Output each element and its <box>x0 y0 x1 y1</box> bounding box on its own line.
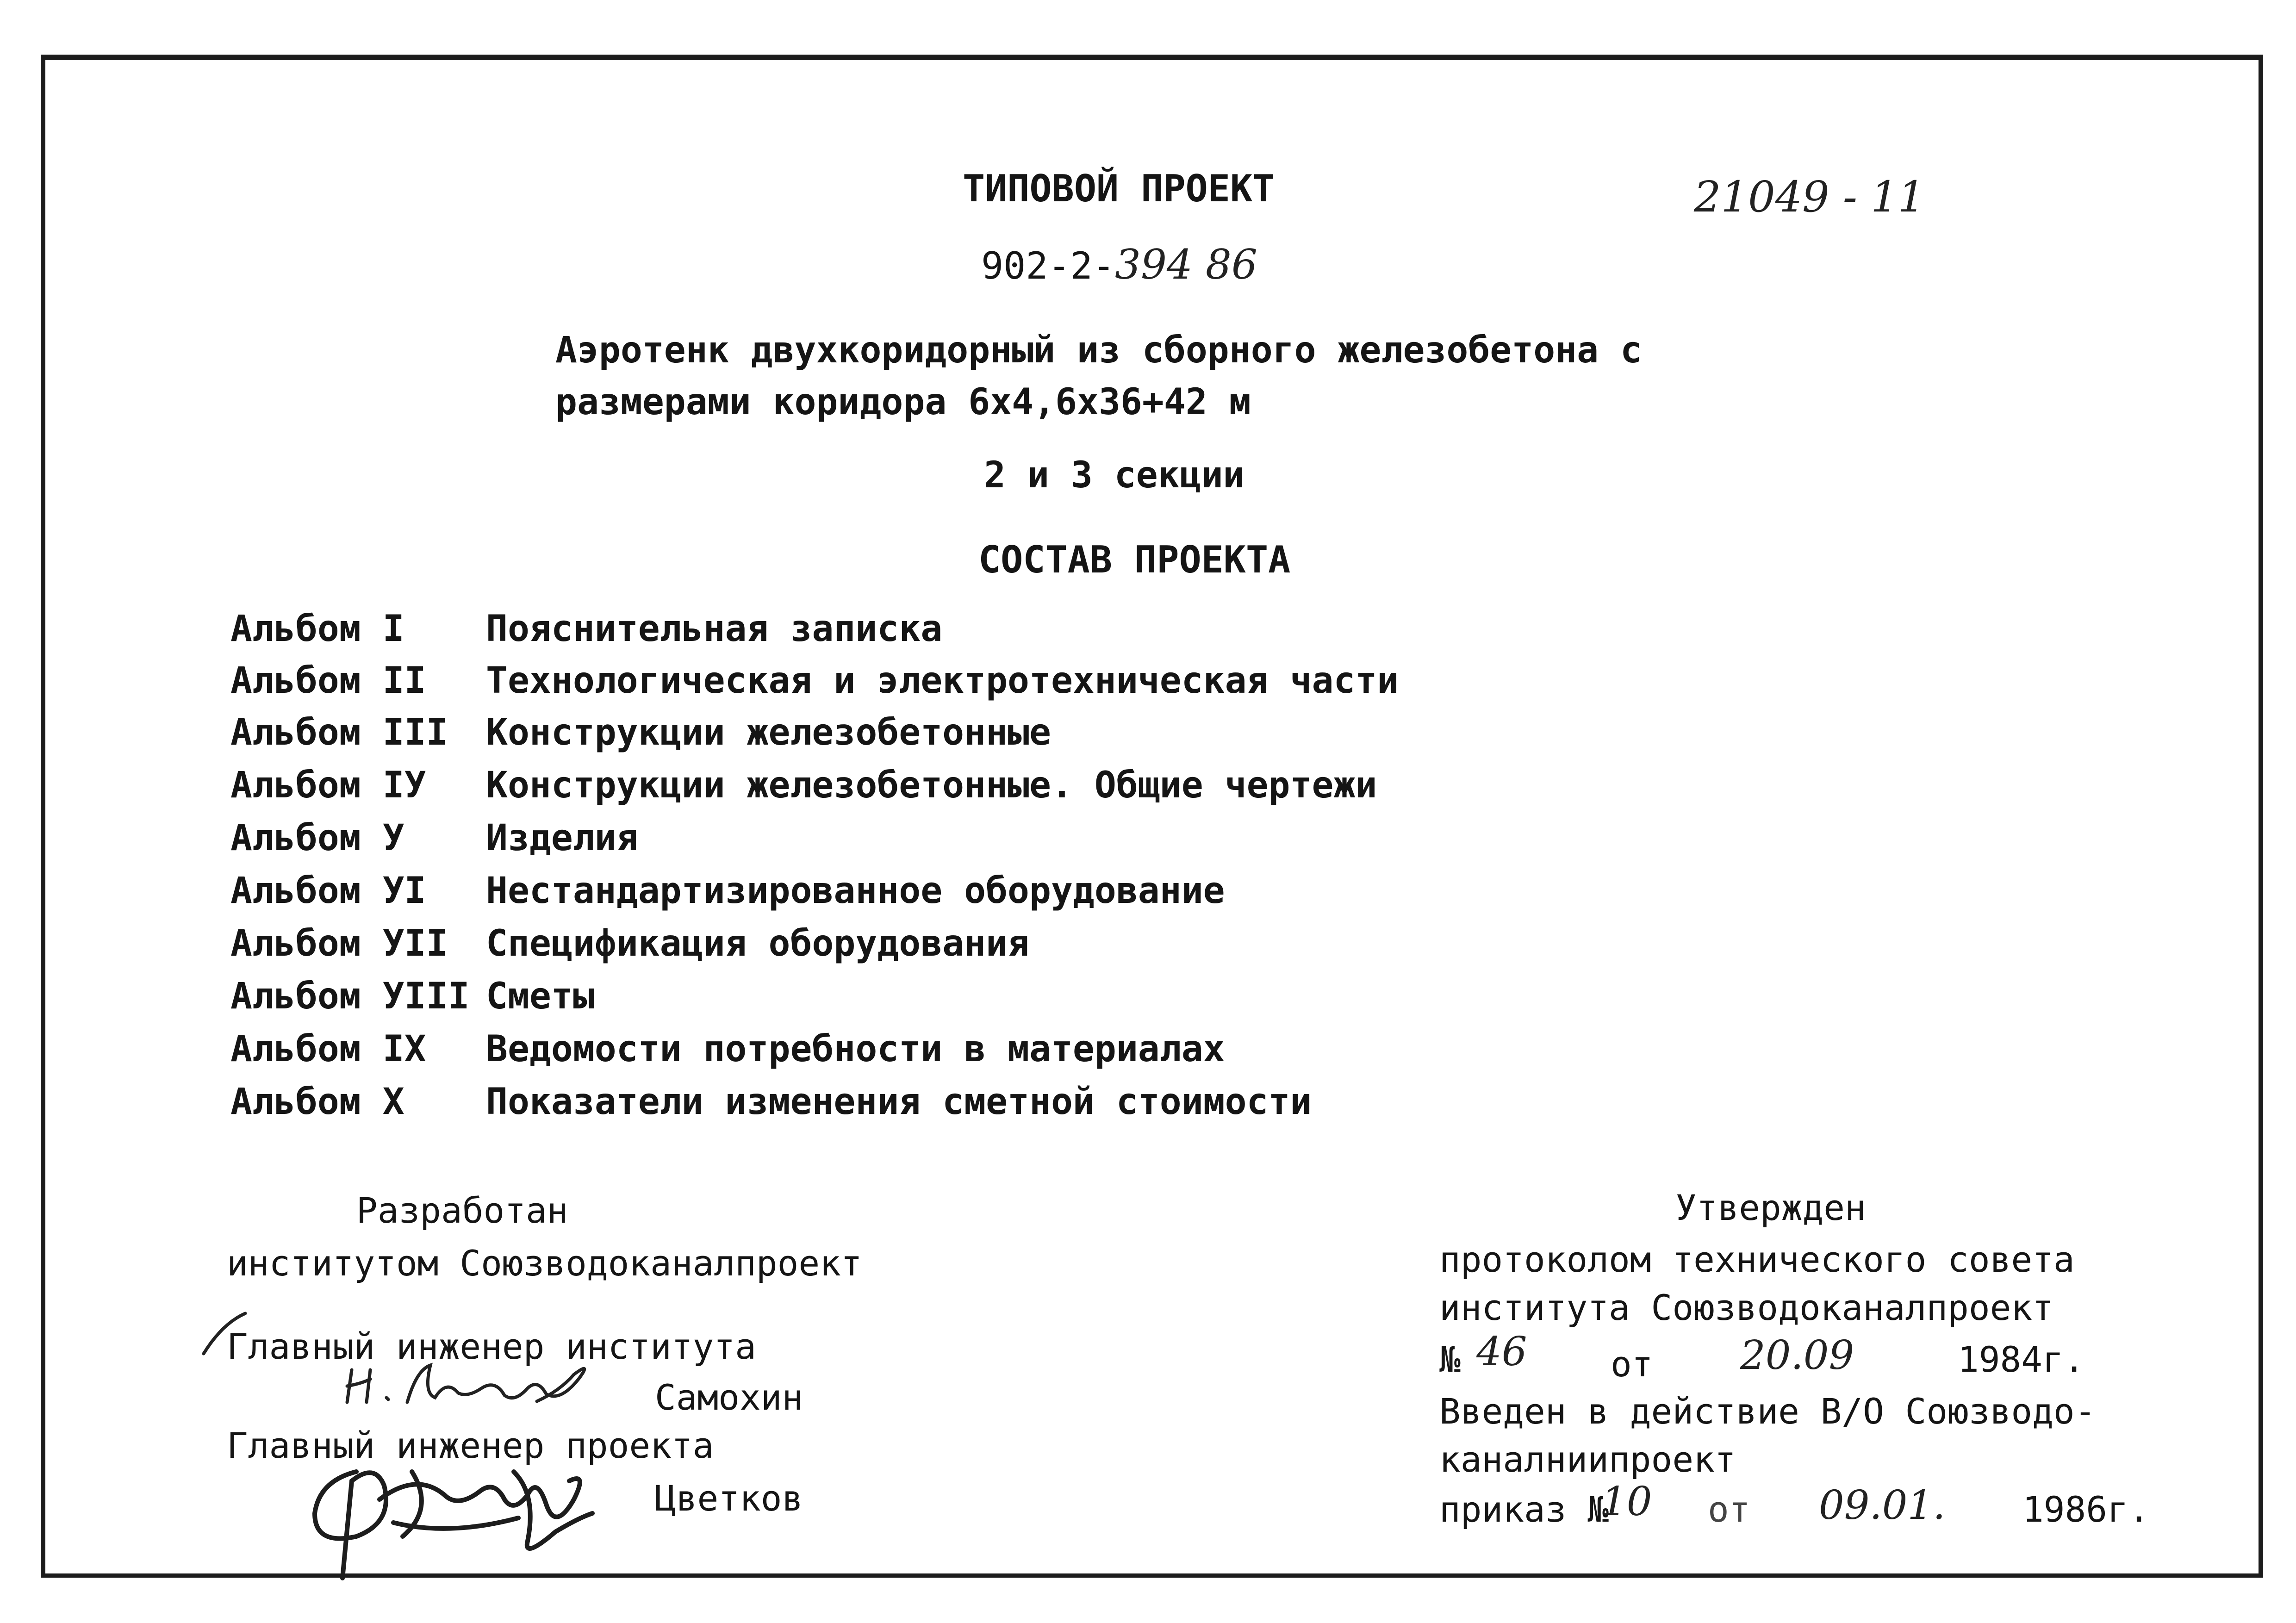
order-label: приказ № <box>1439 1489 1609 1530</box>
protocol-no-label: № <box>1439 1339 1461 1380</box>
album-label: Альбом IУ <box>230 765 426 806</box>
enacted-line-2: каналниипроект <box>1439 1439 1736 1480</box>
album-title: Конструкции железобетонные <box>486 712 1051 753</box>
chief-engineer-institute-name: Самохин <box>655 1377 803 1418</box>
album-label: Альбом У <box>230 817 404 859</box>
protocol-from-label: от <box>1611 1343 1653 1385</box>
album-label: Альбом IХ <box>230 1028 426 1070</box>
order-date: 09.01. <box>1819 1482 1946 1529</box>
signature-tsvetkov-icon <box>296 1444 602 1583</box>
approved-line-1: протоколом технического совета <box>1439 1239 2075 1280</box>
developed-heading: Разработан <box>356 1190 568 1231</box>
project-number-prefix: 902-2- <box>981 244 1115 287</box>
sections-line: 2 и 3 секции <box>984 454 1245 496</box>
album-title: Нестандартизированное оборудование <box>486 870 1225 912</box>
protocol-year: 1984г. <box>1958 1339 2085 1380</box>
album-label: Альбом УII <box>230 923 448 964</box>
album-title: Пояснительная записка <box>486 608 943 650</box>
chief-engineer-project-title: Главный инженер проекта <box>227 1425 714 1466</box>
approved-heading: Утвержден <box>1675 1187 1866 1228</box>
album-label: Альбом Х <box>230 1081 404 1123</box>
doc-title: ТИПОВОЙ ПРОЕКТ <box>963 167 1275 210</box>
description-line-2: размерами коридора 6х4,6х36+42 м <box>555 381 1251 423</box>
album-label: Альбом III <box>230 712 448 753</box>
order-year: 1986г. <box>2022 1489 2150 1530</box>
doc-id-handwritten: 21049 - 11 <box>1694 172 1925 222</box>
chief-engineer-project-name: Цветков <box>655 1478 803 1519</box>
project-number <box>981 241 1257 288</box>
album-title: Ведомости потребности в материалах <box>486 1028 1225 1070</box>
album-label: Альбом УIII <box>230 976 470 1017</box>
protocol-no: 46 <box>1476 1329 1527 1375</box>
order-from-label: от <box>1708 1489 1750 1530</box>
chief-engineer-institute-title: Главный инженер института <box>227 1326 756 1367</box>
signature-samokhin-icon <box>342 1351 602 1412</box>
album-label: Альбом УI <box>230 870 426 912</box>
order-no: 10 <box>1601 1479 1652 1525</box>
album-title: Спецификация оборудования <box>486 923 1029 964</box>
album-title: Сметы <box>486 976 595 1017</box>
approved-line-2: института Союзводоканалпроект <box>1439 1287 2053 1328</box>
developed-institute: институтом Союзводоканалпроект <box>227 1243 862 1284</box>
album-label: Альбом II <box>230 660 426 702</box>
composition-heading: СОСТАВ ПРОЕКТА <box>978 538 1291 581</box>
album-label: Альбом I <box>230 608 404 650</box>
tick-mark-icon <box>194 1310 250 1361</box>
description-line-1: Аэротенк двухкоридорный из сборного железобетона с <box>555 330 1642 371</box>
protocol-date: 20.09 <box>1740 1332 1854 1379</box>
album-title: Конструкции железобетонные. Общие чертежи <box>486 765 1377 806</box>
album-title: Показатели изменения сметной стоимости <box>486 1081 1312 1123</box>
enacted-line-1: Введен в действие В/О Союзводо- <box>1439 1391 2096 1432</box>
album-title: Технологическая и электротехническая части <box>486 660 1399 702</box>
album-title: Изделия <box>486 817 638 859</box>
project-number-handwritten: 394 86 <box>1114 241 1257 288</box>
